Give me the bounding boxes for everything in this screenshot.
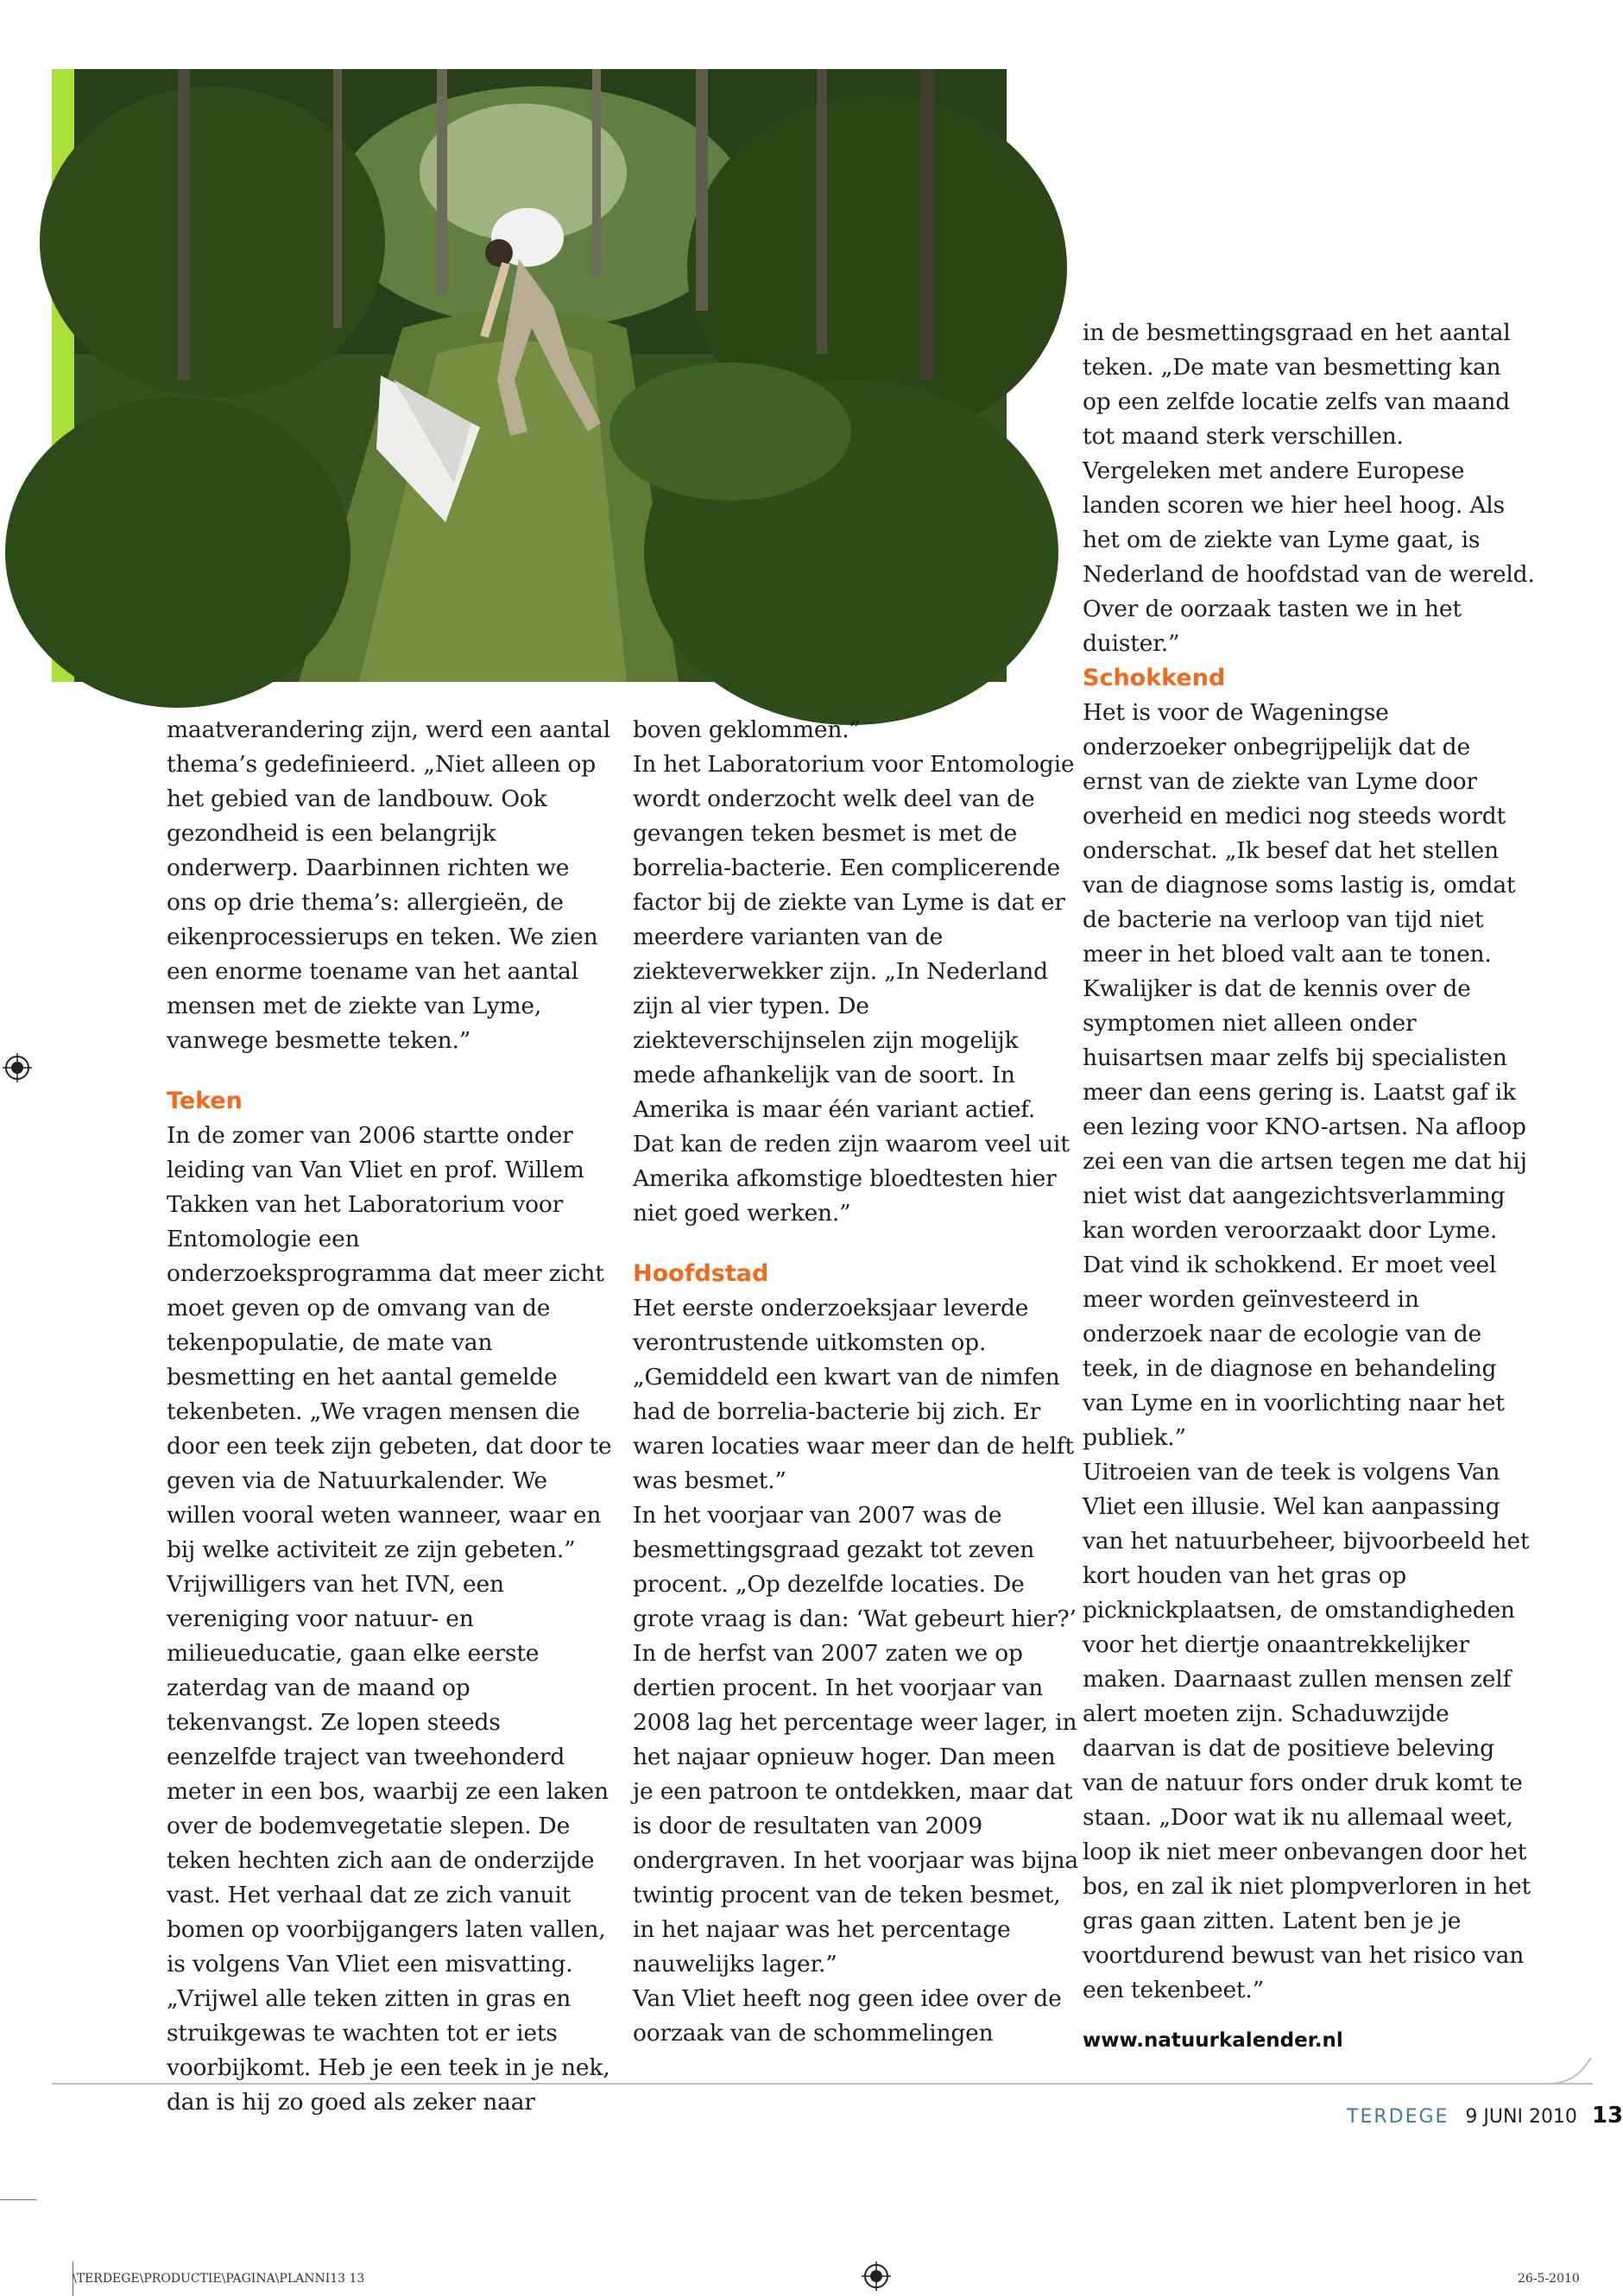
print-file-path: \TERDEGE\PRODUCTIE\PAGINA\PLANNI13 13 (73, 2272, 365, 2286)
website-link[interactable]: www.natuurkalender.nl (1083, 2029, 1343, 2052)
section-heading-teken: Teken (167, 1088, 243, 1114)
print-date: 26-5-2010 (1518, 2272, 1580, 2286)
forest-photo (74, 69, 1007, 682)
paragraph: In de zomer van 2006 startte onder leiding van Van Vliet en prof. Willem Takken van het Laboratorium voor Entomologie een onderzoeksprogramma dat meer zicht moet geven op de omvang van de tekenpopulatie, de mate van besmetting en het aantal gemelde tekenbeten. „We vragen mensen die door een teek zijn gebeten, dat door te geven via de Natuurkalender. We willen vooral weten wanneer, waar en bij welke activiteit ze zijn gebeten.” (167, 1122, 612, 1563)
article-column-3 (1083, 661, 1536, 2058)
forest-photo-illustration (74, 69, 1007, 682)
page-footer (1347, 2103, 1623, 2129)
paragraph: Uitroeien van de teek is volgens Van Vliet een illusie. Wel kan aanpassing van het natuurbeheer, bijvoorbeeld het kort houden van het gras op picknickplaatsen, de omstandigheden voor het diertje onaantrekkelijker maken. Daarnaast zullen mensen zelf alert moeten zijn. Schaduwzijde daarvan is dat de positieve beleving van de natuur fors onder druk komt te staan. „Door wat ik nu allemaal weet, loop ik niet meer onbevangen door het bos, en zal ik niet plompverloren in het gras gaan zitten. Latent ben je je voortdurend bewust van het risico van een tekenbeet.” (1083, 1459, 1531, 2003)
paragraph: In het Laboratorium voor Entomologie wordt onderzocht welk deel van de gevangen teken besmet is met de borrelia-bacterie. Een complicerende factor bij de ziekte van Lyme is dat er meerdere varianten van de ziekteverwekker zijn. „In Nederland zijn al vier typen. De ziekteverschijnselen zijn mogelijk mede afhankelijk van de soort. In Amerika is maar één variant actief. Dat kan de reden zijn waarom veel uit Amerika afkomstige bloedtesten hier niet goed werken.” (633, 751, 1075, 1227)
article-column-1 (167, 713, 616, 2120)
paragraph: Het eerste onderzoeksjaar leverde verontrustende uitkomsten op. „Gemiddeld een kwart van de nimfen had de borrelia-bacterie bij zich. Er waren locaties waar meer dan de helft was besmet.” (633, 1295, 1074, 1494)
registration-mark-icon (862, 2261, 891, 2291)
paragraph: maatverandering zijn, werd een aantal thema’s gedefinieerd. „Niet alleen op het gebied van de landbouw. Ook gezondheid is een belangrijk onderwerp. Daarbinnen richten we ons op drie thema’s: allergieën, de eikenprocessierups en teken. We zien een enorme toename van het aantal mensen met de ziekte van Lyme, vanwege besmette teken.” (167, 716, 610, 1054)
registration-mark-icon (3, 1053, 32, 1082)
paragraph: Vrijwilligers van het IVN, een vereniging voor natuur- en milieueducatie, gaan elke eerste zaterdag van de maand op tekenvangst. Ze lopen steeds eenzelfde traject van tweehonderd meter in een bos, waarbij ze een laken over de bodemvegetatie slepen. De teken hechten zich aan de onderzijde vast. Het verhaal dat ze zich vanuit bomen op voorbijgangers laten vallen, is volgens Van Vliet een misvatting. „Vrijwel alle teken zitten in gras en struikgewas te wachten tot er iets voorbijkomt. Heb je een teek in je nek, dan is hij zo goed als zeker naar (167, 1571, 610, 2116)
paragraph: in de besmettingsgraad en het aantal teken. „De mate van besmetting kan op een zelfde locatie zelfs van maand tot maand sterk verschillen. Vergeleken met andere Europese landen scoren we hier heel hoog. Als het om de ziekte van Lyme gaat, is Nederland de hoofdstad van de wereld. Over de oorzaak tasten we in het duister.” (1083, 319, 1535, 657)
page-number: 13 (1591, 2103, 1623, 2129)
paragraph: Van Vliet heeft nog geen idee over de oorzaak van de schommelingen (633, 1985, 1062, 2047)
issue-date: 9 JUNI 2010 (1465, 2106, 1577, 2128)
magazine-name: TERDEGE (1347, 2106, 1449, 2128)
footer-rule (52, 2083, 1593, 2085)
trim-mark (0, 2199, 36, 2200)
article-column-2 (633, 713, 1082, 2051)
paragraph: boven geklommen.” (633, 716, 861, 743)
paragraph: In het voorjaar van 2007 was de besmettingsgraad gezakt tot zeven procent. „Op dezelfde locaties. De grote vraag is dan: ‘Wat gebeurt hier?’ In de herfst van 2007 zaten we op dertien procent. In het voorjaar van 2008 lag het percentage weer lager, in het najaar opnieuw hoger. Dan meen je een patroon te ontdekken, maar dat is door de resultaten van 2009 ondergraven. In het voorjaar was bijna twintig procent van de teken besmet, in het najaar was het percentage nauwelijks lager.” (633, 1502, 1078, 1977)
section-heading-schokkend: Schokkend (1083, 665, 1226, 691)
footer-rule-curve (1550, 2054, 1593, 2085)
section-heading-hoofdstad: Hoofdstad (633, 1260, 769, 1287)
article-column-3-top (1083, 316, 1536, 661)
paragraph: Het is voor de Wageningse onderzoeker onbegrijpelijk dat de ernst van de ziekte van Lyme door overheid en medici nog steeds wordt onderschat. „Ik besef dat het stellen van de diagnose soms lastig is, omdat de bacterie na verloop van tijd niet meer in het bloed valt aan te tonen. Kwalijker is dat de kennis over de symptomen niet alleen onder huisartsen maar zelfs bij specialisten meer dan eens gering is. Laatst gaf ik een lezing voor KNO-artsen. Na afloop zei een van die artsen tegen me dat hij niet wist dat aangezichtsverlamming kan worden veroorzaakt door Lyme. Dat vind ik schokkend. Er moet veel meer worden geïnvesteerd in onderzoek naar de ecologie van de teek, in de diagnose en behandeling van Lyme en in voorlichting naar het publiek.” (1083, 699, 1527, 1451)
